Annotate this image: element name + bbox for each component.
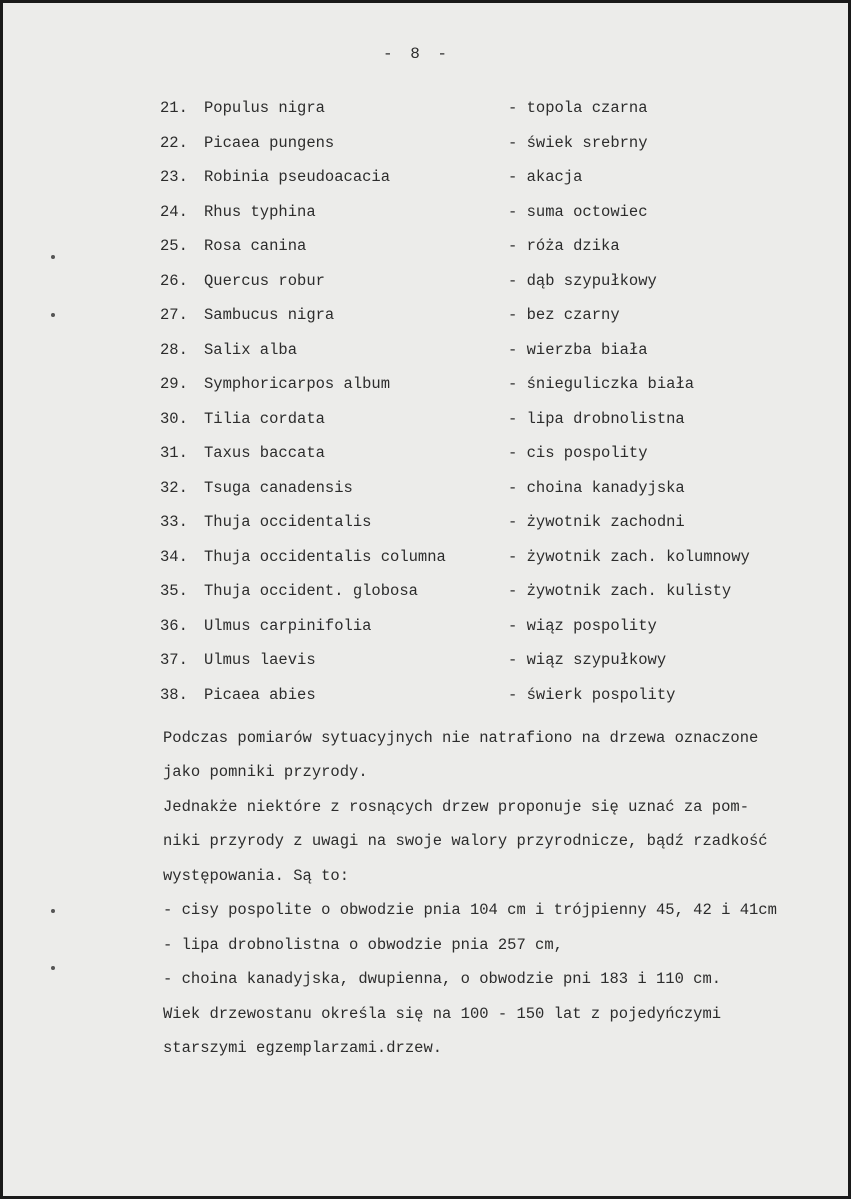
species-polish-name: - róża dzika [508,237,620,255]
species-number: 36. [160,617,188,635]
species-latin-name: Quercus robur [204,272,325,290]
species-latin-name: Ulmus laevis [204,651,316,669]
species-latin-name: Sambucus nigra [204,306,335,324]
species-number: 33. [160,513,188,531]
species-polish-name: - lipa drobnolistna [508,410,685,428]
text-line: Jednakże niektóre z rosnących drzew proponuje się uznać za pom- [163,798,749,816]
margin-mark [51,966,55,970]
species-latin-name: Rhus typhina [204,203,316,221]
species-latin-name: Salix alba [204,341,298,359]
species-number: 26. [160,272,188,290]
species-polish-name: - dąb szypułkowy [508,272,657,290]
species-number: 30. [160,410,188,428]
species-number: 38. [160,686,188,704]
text-line: jako pomniki przyrody. [163,763,368,781]
species-number: 34. [160,548,188,566]
species-number: 24. [160,203,188,221]
species-polish-name: - świek srebrny [508,134,648,152]
species-number: 35. [160,582,188,600]
species-latin-name: Taxus baccata [204,444,325,462]
species-latin-name: Populus nigra [204,99,325,117]
text-line: - lipa drobnolistna o obwodzie pnia 257 cm, [163,936,563,954]
text-line: starszymi egzemplarzami.drzew. [163,1039,443,1057]
species-latin-name: Tilia cordata [204,410,325,428]
species-latin-name: Picaea abies [204,686,316,704]
species-polish-name: - akacja [508,168,583,186]
species-latin-name: Thuja occidentalis [204,513,372,531]
species-number: 23. [160,168,188,186]
species-polish-name: - świerk pospolity [508,686,676,704]
species-latin-name: Picaea pungens [204,134,335,152]
text-line: występowania. Są to: [163,867,350,885]
margin-mark [51,909,55,913]
species-polish-name: - wiąz pospolity [508,617,657,635]
text-line: Podczas pomiarów sytuacyjnych nie natrafiono na drzewa oznaczone [163,729,759,747]
species-number: 29. [160,375,188,393]
text-line: Wiek drzewostanu określa się na 100 - 150 lat z pojedyńczymi [163,1005,722,1023]
text-line: niki przyrody z uwagi na swoje walory przyrodnicze, bądź rzadkość [163,832,768,850]
margin-mark [51,313,55,317]
species-latin-name: Tsuga canadensis [204,479,353,497]
species-number: 32. [160,479,188,497]
species-polish-name: - suma octowiec [508,203,648,221]
species-polish-name: - bez czarny [508,306,620,324]
margin-mark [51,255,55,259]
species-latin-name: Rosa canina [204,237,307,255]
species-number: 25. [160,237,188,255]
text-line: - choina kanadyjska, dwupienna, o obwodzie pni 183 i 110 cm. [163,970,722,988]
species-number: 28. [160,341,188,359]
species-latin-name: Thuja occident. globosa [204,582,418,600]
species-polish-name: - żywotnik zachodni [508,513,685,531]
page-number: - 8 - [383,45,452,63]
species-number: 22. [160,134,188,152]
species-polish-name: - żywotnik zach. kolumnowy [508,548,750,566]
species-latin-name: Thuja occidentalis columna [204,548,446,566]
species-latin-name: Robinia pseudoacacia [204,168,391,186]
species-latin-name: Ulmus carpinifolia [204,617,372,635]
species-latin-name: Symphoricarpos album [204,375,391,393]
species-polish-name: - wiąz szypułkowy [508,651,667,669]
species-polish-name: - cis pospolity [508,444,648,462]
species-number: 31. [160,444,188,462]
species-polish-name: - śnieguliczka biała [508,375,695,393]
document-page [3,3,848,1196]
species-number: 21. [160,99,188,117]
species-polish-name: - wierzba biała [508,341,648,359]
species-polish-name: - choina kanadyjska [508,479,685,497]
species-polish-name: - żywotnik zach. kulisty [508,582,732,600]
species-polish-name: - topola czarna [508,99,648,117]
species-number: 27. [160,306,188,324]
text-line: - cisy pospolite o obwodzie pnia 104 cm i trójpienny 45, 42 i 41cm [163,901,777,919]
species-number: 37. [160,651,188,669]
